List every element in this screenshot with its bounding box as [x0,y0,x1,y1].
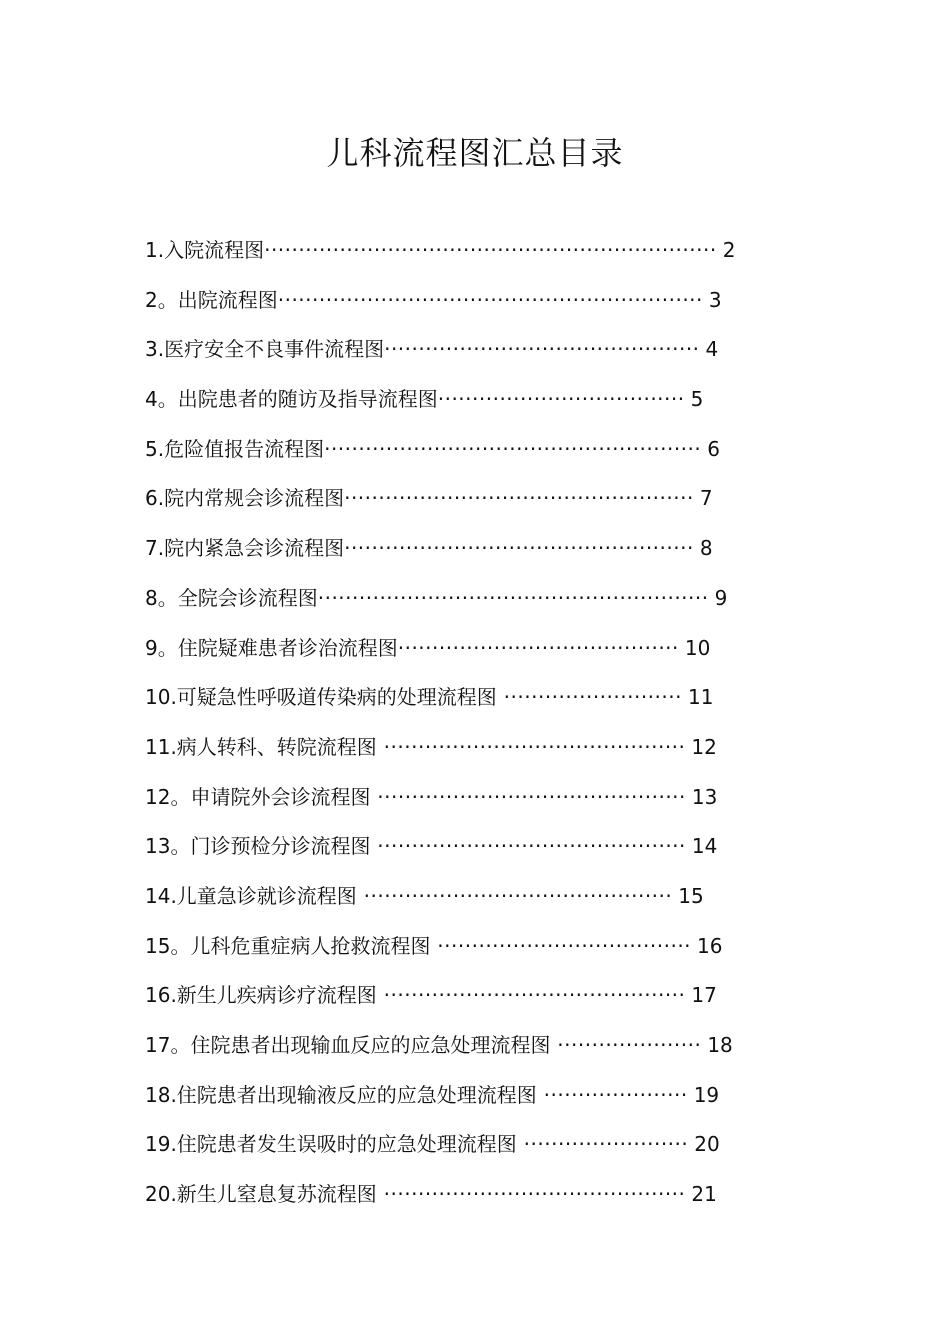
toc-leader-dots: ············································ [376,983,686,1008]
toc-entry-title: 14.儿童急诊就诊流程图 [145,883,357,908]
toc-entry-title: 4。出院患者的随访及指导流程图 [145,387,438,412]
toc-page-number: 21 [691,1182,717,1207]
toc-leader-dots: ··················································· [344,536,694,561]
toc-entry[interactable] [145,429,825,479]
toc-leader-dots: ····································· [430,933,692,958]
toc-entry-title: 13。门诊预检分诊流程图 [145,834,371,859]
toc-page-number: 5 [690,387,704,412]
toc-entry-title: 11.病人转科、转院流程图 [145,734,377,759]
toc-leader-dots: ············································· [370,834,686,859]
page-title: 儿科流程图汇总目录 [326,134,624,172]
toc-entry[interactable] [145,628,825,678]
toc-entry-title: 5.危险值报告流程图 [145,436,325,461]
toc-leader-dots: ························ [516,1132,689,1157]
toc-leader-dots: ···································· [437,387,685,412]
toc-page-number: 7 [699,486,713,511]
toc-page-number: 20 [694,1132,720,1157]
toc-entry[interactable] [145,1124,825,1174]
toc-entry-title: 7.院内紧急会诊流程图 [145,536,345,561]
toc-page-number: 10 [684,635,711,660]
toc-entry[interactable] [145,230,825,280]
toc-page-number: 15 [678,883,704,908]
toc-page-number: 8 [699,536,713,561]
toc-entry[interactable] [145,478,825,528]
toc-entry-title: 16.新生儿疾病诊疗流程图 [145,983,377,1008]
toc-page-number: 3 [708,287,722,312]
toc-leader-dots: ··················································· [344,486,694,511]
toc-entry-title: 12。申请院外会诊流程图 [145,784,371,809]
toc-entry-title: 2。出院流程图 [145,287,278,312]
toc-entry[interactable] [145,329,825,379]
toc-entry-title: 6.院内常规会诊流程图 [145,486,345,511]
toc-page-number: 12 [691,734,717,759]
toc-entry-title: 9。住院疑难患者诊治流程图 [145,635,398,660]
toc-entry[interactable] [145,926,825,976]
toc-entry[interactable] [145,975,825,1025]
toc-page-number: 11 [687,685,714,710]
toc-entry-title: 10.可疑急性呼吸道传染病的处理流程图 [145,685,497,710]
toc-leader-dots: ············································· [356,883,673,908]
toc-page-number: 16 [697,933,723,958]
toc-leader-dots: ·································································· [264,238,717,262]
toc-leader-dots: ······················································· [324,436,702,461]
toc-entry[interactable] [145,727,825,777]
toc-leader-dots: ············································ [376,734,686,759]
toc-page-number: 6 [707,436,720,461]
toc-entry[interactable] [145,379,825,429]
toc-entry[interactable] [145,677,825,727]
toc-entry-title: 15。儿科危重症病人抢救流程图 [145,933,431,958]
toc-leader-dots: ························································· [317,585,709,610]
toc-entry-title: 1.入院流程图 [145,238,265,262]
toc-entry[interactable] [145,1025,825,1075]
toc-leader-dots: ········································· [397,635,679,660]
toc-entry[interactable] [145,528,825,578]
toc-entry[interactable] [145,826,825,876]
toc-page-number: 4 [705,337,719,362]
toc-entry[interactable] [145,777,825,827]
toc-page-number: 18 [707,1033,733,1057]
toc-page-number: 14 [691,834,718,859]
toc-entry-title: 20.新生儿窒息复苏流程图 [145,1182,377,1207]
toc-page-number: 19 [693,1082,720,1107]
toc-entry-title: 18.住院患者出现输液反应的应急处理流程图 [145,1082,537,1107]
toc-entry-title: 17。住院患者出现输血反应的应急处理流程图 [145,1033,551,1057]
toc-leader-dots: ····················· [536,1082,688,1107]
toc-page-number: 9 [714,585,728,610]
toc-leader-dots: ····················· [550,1033,702,1057]
toc-entry-title: 3.医疗安全不良事件流程图 [145,337,385,362]
toc-entry-title: 19.住院患者发生误吸时的应急处理流程图 [145,1132,517,1157]
toc-entry[interactable] [145,578,825,628]
toc-leader-dots: ······························································ [277,287,703,312]
toc-page-number: 2 [722,238,736,262]
toc-leader-dots: ·························· [496,685,682,710]
toc-entry[interactable] [145,876,825,926]
toc-entry[interactable] [145,1174,825,1224]
toc-leader-dots: ·············································· [384,337,700,362]
toc-page-number: 17 [691,983,717,1008]
toc-leader-dots: ············································ [376,1182,686,1207]
toc-leader-dots: ············································· [370,784,686,809]
toc-page-number: 13 [691,784,718,809]
toc-entry[interactable] [145,280,825,330]
table-of-contents [145,230,825,1224]
toc-entry[interactable] [145,1075,825,1125]
toc-entry-title: 8。全院会诊流程图 [145,585,318,610]
